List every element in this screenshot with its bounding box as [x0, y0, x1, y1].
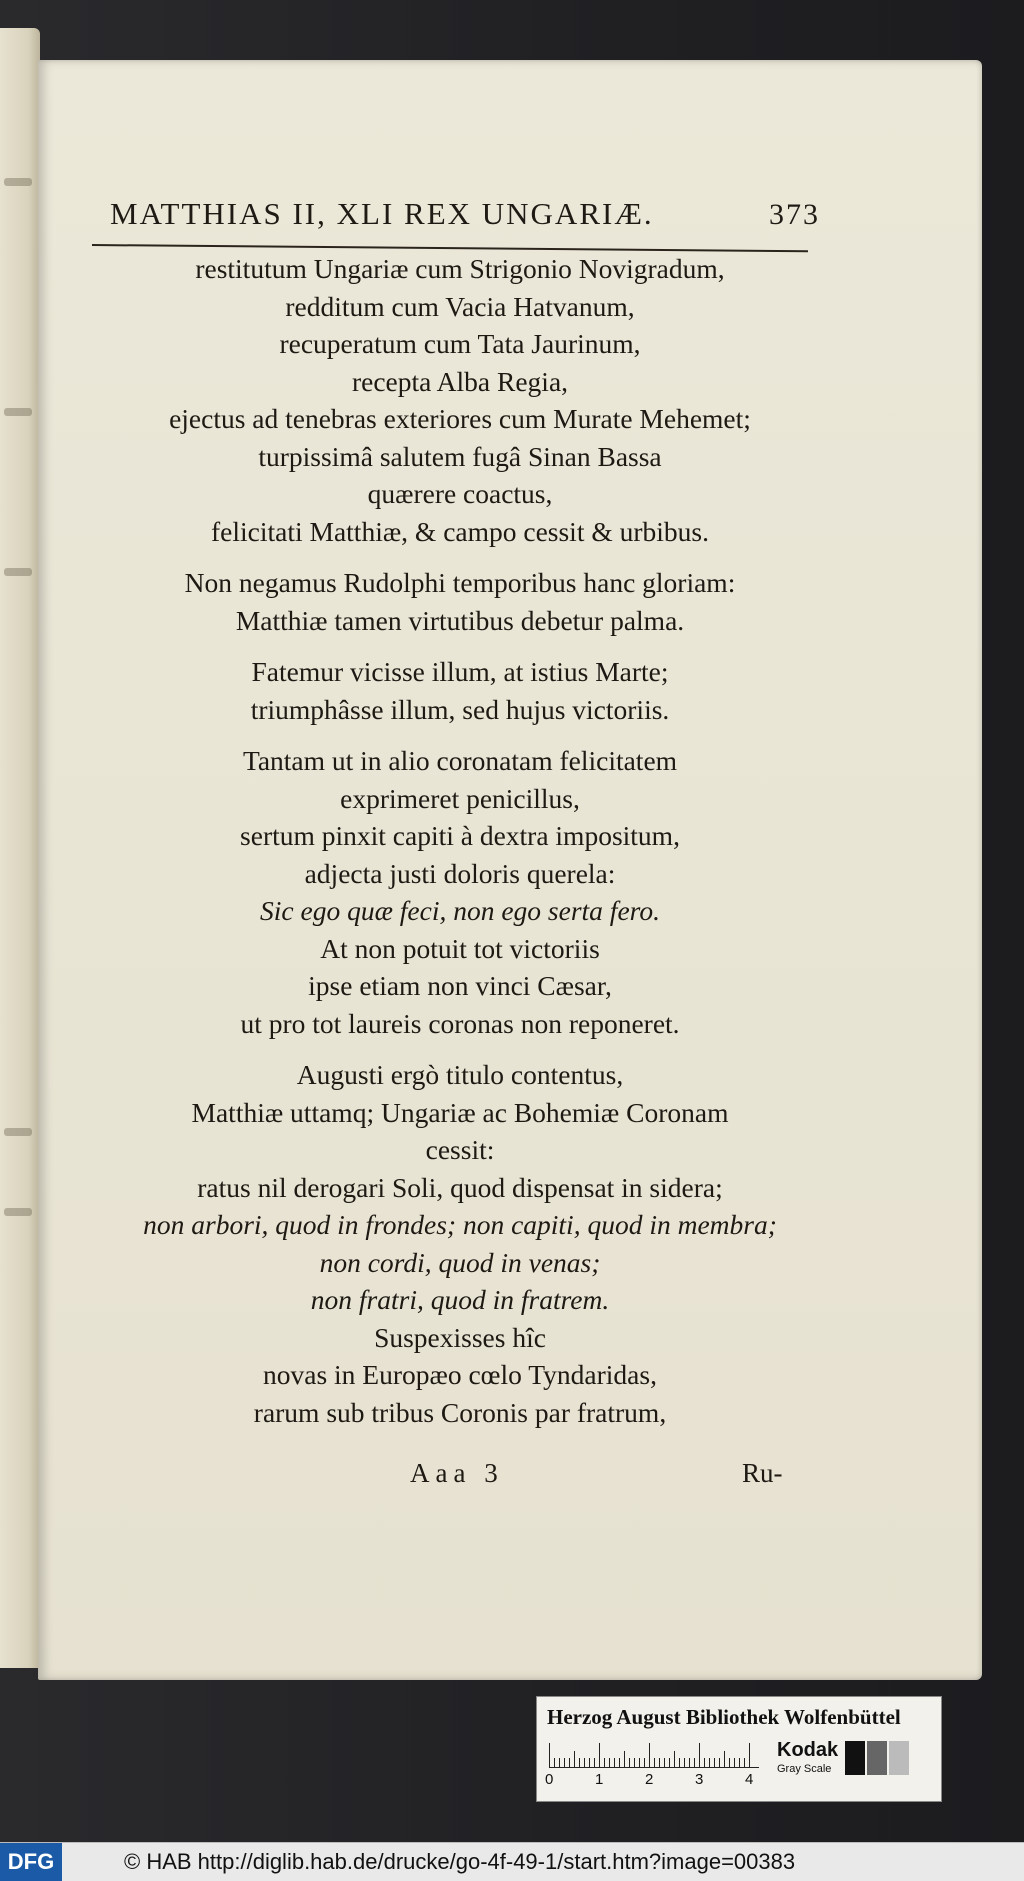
ruler-tick	[734, 1758, 735, 1767]
ruler-tick	[594, 1758, 595, 1767]
text-line: sertum pinxit capiti à dextra impositum,	[240, 820, 680, 851]
ruler-tick	[699, 1743, 700, 1767]
ruler-tick	[634, 1758, 635, 1767]
page-number: 373	[769, 198, 820, 231]
ruler-tick	[649, 1743, 650, 1767]
text-line: restitutum Ungariæ cum Strigonio Novigradum,	[195, 253, 725, 284]
text-line: rarum sub tribus Coronis par fratrum,	[253, 1396, 667, 1428]
ruler-tick	[684, 1758, 685, 1767]
catchword: Ru-	[742, 1458, 783, 1488]
ruler-tick	[574, 1751, 575, 1767]
ruler-tick	[549, 1743, 550, 1767]
text-line: adjecta justi doloris querela:	[304, 857, 616, 889]
ruler-tick	[604, 1758, 605, 1767]
text-line: Augusti ergò titulo contentus,	[296, 1059, 624, 1090]
text-line: At non potuit tot victoriis	[320, 932, 600, 964]
gray-swatch-black	[845, 1741, 865, 1775]
ruler-tick	[709, 1758, 710, 1767]
ruler-tick	[644, 1758, 645, 1767]
text-line: triumphâsse illum, sed hujus victoriis.	[250, 693, 670, 725]
ruler-tick	[714, 1758, 715, 1767]
marginal-ink-mark	[4, 568, 32, 576]
ruler-tick	[679, 1758, 680, 1767]
ruler-tick	[554, 1758, 555, 1767]
text-line: felicitati Matthiæ, & campo cessit & urbibus.	[211, 515, 709, 547]
ruler-tick	[749, 1743, 750, 1767]
marginal-ink-mark	[4, 1208, 32, 1216]
ruler-number: 4	[745, 1771, 754, 1788]
ruler-number: 0	[545, 1771, 554, 1788]
ruler-tick	[739, 1758, 740, 1767]
color-calibration-card	[536, 1696, 942, 1802]
ruler-number: 2	[645, 1771, 654, 1788]
ruler-tick	[669, 1758, 670, 1767]
ruler-tick	[639, 1758, 640, 1767]
text-line-italic: non arbori, quod in frondes; non capiti, quod in membra;	[143, 1209, 777, 1240]
ruler-tick	[624, 1751, 625, 1767]
text-line: Matthiæ uttamq; Ungariæ ac Bohemiæ Coronam	[191, 1096, 729, 1128]
ruler-tick	[654, 1758, 655, 1767]
text-line: redditum cum Vacia Hatvanum,	[285, 290, 635, 322]
text-line-italic: non fratri, quod in fratrem.	[310, 1284, 610, 1315]
text-line: cessit:	[425, 1134, 495, 1165]
text-line: ut pro tot laureis coronas non reponeret.	[240, 1007, 680, 1039]
text-line: Suspexisses hîc	[374, 1321, 546, 1353]
text-line: novas in Europæo cœlo Tyndaridas,	[263, 1359, 657, 1390]
text-line: Fatemur vicisse illum, at istius Marte;	[251, 656, 669, 687]
text-line-italic: non cordi, quod in venas;	[319, 1246, 601, 1278]
marginal-ink-mark	[4, 1128, 32, 1136]
ruler-tick	[704, 1758, 705, 1767]
ruler-number: 3	[695, 1771, 704, 1788]
ruler-tick	[619, 1758, 620, 1767]
text-line: Tantam ut in alio coronatam felicitatem	[242, 745, 678, 776]
card-title: Herzog August Bibliothek Wolfenbüttel	[547, 1705, 901, 1729]
gray-swatch-light	[889, 1741, 909, 1775]
ruler-tick	[729, 1758, 730, 1767]
marginal-ink-mark	[4, 178, 32, 186]
text-line: recuperatum cum Tata Jaurinum,	[279, 328, 641, 359]
ruler-tick	[579, 1758, 580, 1767]
ruler-tick	[629, 1758, 630, 1767]
ruler-tick	[589, 1758, 590, 1767]
ruler-tick	[584, 1758, 585, 1767]
ruler-tick	[564, 1758, 565, 1767]
text-line: exprimeret penicillus,	[340, 782, 580, 814]
text-line: quærere coactus,	[367, 478, 553, 509]
ruler-number: 1	[595, 1771, 604, 1788]
running-head	[110, 196, 830, 232]
ruler-tick	[609, 1758, 610, 1767]
previous-page-edge	[0, 28, 40, 1668]
gray-scale-label: Gray Scale	[777, 1763, 832, 1775]
ruler-tick	[614, 1758, 615, 1767]
text-line: ratus nil derogari Soli, quod dispensat in sidera;	[197, 1171, 723, 1203]
copyright-url[interactable]: © HAB http://diglib.hab.de/drucke/go-4f-49-1/start.htm?image=00383	[124, 1849, 796, 1874]
text-line: Matthiæ tamen virtutibus debetur palma.	[235, 604, 685, 636]
ruler-tick	[719, 1758, 720, 1767]
ruler-tick	[599, 1743, 600, 1767]
text-line: recepta Alba Regia,	[351, 365, 569, 397]
ruler-tick	[674, 1751, 675, 1767]
ruler-tick	[689, 1758, 690, 1767]
text-line: ejectus ad tenebras exteriores cum Murate Mehemet;	[169, 403, 751, 434]
running-head-title: MATTHIAS II, XLI REX UNGARIÆ.	[110, 196, 654, 231]
gray-swatch-dark	[867, 1741, 887, 1775]
body-text	[120, 250, 800, 1431]
ruler-scale	[549, 1741, 759, 1768]
dfg-logo[interactable]: DFG	[0, 1843, 62, 1881]
footer-bar	[0, 1842, 1024, 1881]
ruler-tick	[559, 1758, 560, 1767]
text-line: turpissimâ salutem fugâ Sinan Bassa	[258, 440, 662, 472]
ruler-tick	[724, 1751, 725, 1767]
ruler-tick	[569, 1758, 570, 1767]
text-line-italic: Sic ego quæ feci, non ego serta fero.	[260, 895, 660, 926]
text-line: ipse etiam non vinci Cæsar,	[308, 970, 612, 1001]
text-line: Non negamus Rudolphi temporibus hanc gloriam:	[184, 567, 736, 598]
ruler-tick	[664, 1758, 665, 1767]
ruler-tick	[744, 1758, 745, 1767]
ruler-tick	[659, 1758, 660, 1767]
marginal-ink-mark	[4, 408, 32, 416]
signature-mark: Aaa 3	[410, 1458, 504, 1488]
kodak-logo: Kodak	[777, 1739, 839, 1761]
ruler-tick	[694, 1758, 695, 1767]
